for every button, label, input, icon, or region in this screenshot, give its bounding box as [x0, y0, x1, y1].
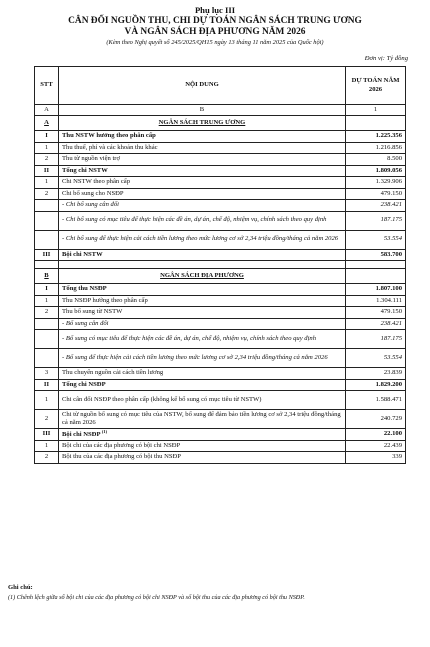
row-content — [59, 379, 346, 391]
row-content-text: Thu thuế, phí và các khoản thu khác — [62, 143, 158, 151]
section-row — [35, 269, 406, 284]
row-content — [59, 177, 346, 189]
row-stt: I — [35, 131, 59, 143]
row-value: 1.216.856 — [346, 142, 406, 154]
row-content-text: - Bổ sung để thực hiện cải cách tiền lương theo mức lương cơ sở 2,34 triệu đồng/tháng cả năm 2026 — [62, 353, 328, 361]
row-content-text: Thu bổ sung từ NSTW — [62, 308, 123, 316]
notes-heading: Ghi chú: — [8, 584, 33, 591]
row-content — [59, 410, 346, 429]
index-1: 1 — [346, 105, 406, 116]
row-stt: 2 — [35, 307, 59, 319]
table-row — [35, 429, 406, 441]
row-value: 479.150 — [346, 307, 406, 319]
section-row — [35, 116, 406, 131]
row-content — [59, 429, 346, 441]
row-content — [59, 307, 346, 319]
document-title-line-2: VÀ NGÂN SÁCH ĐỊA PHƯƠNG NĂM 2026 — [124, 27, 306, 37]
row-stt: II — [35, 379, 59, 391]
row-value: 1.829.200 — [346, 379, 406, 391]
row-stt — [35, 349, 59, 368]
row-value: 238.421 — [346, 200, 406, 212]
row-content — [59, 452, 346, 464]
row-stt: 1 — [35, 440, 59, 452]
table-row — [35, 154, 406, 166]
row-stt — [35, 200, 59, 212]
row-content-text: Thu NSĐP hưởng theo phân cấp — [62, 296, 148, 304]
row-content-text: Thu chuyển nguồn cải cách tiền lương — [62, 369, 164, 377]
table-row — [35, 307, 406, 319]
row-value: 1.329.906 — [346, 177, 406, 189]
section-stt: A — [35, 116, 59, 131]
row-value: 53.554 — [346, 349, 406, 368]
row-value: 1.807.100 — [346, 284, 406, 296]
row-content — [59, 330, 346, 349]
row-value: 22.439 — [346, 440, 406, 452]
row-value: 8.500 — [346, 154, 406, 166]
row-content-text: Tổng chi NSĐP — [62, 380, 106, 388]
section-title: NGÂN SÁCH TRUNG ƯƠNG — [59, 116, 346, 131]
row-content — [59, 440, 346, 452]
row-value: 187.175 — [346, 211, 406, 230]
row-value: 1.304.111 — [346, 295, 406, 307]
table-row — [35, 165, 406, 177]
row-content-text: Thu từ nguồn viện trợ — [62, 155, 120, 163]
row-content — [59, 142, 346, 154]
row-value: 1.225.356 — [346, 131, 406, 143]
row-stt: 2 — [35, 188, 59, 200]
row-content-text: Bội chi của các địa phương có bội chi NSĐP — [62, 441, 181, 449]
header-stt: STT — [35, 67, 59, 105]
table-row — [35, 349, 406, 368]
row-content — [59, 230, 346, 249]
row-content — [59, 349, 346, 368]
row-content — [59, 391, 346, 410]
row-content — [59, 211, 346, 230]
row-content — [59, 284, 346, 296]
row-content-text: Bội chi NSĐP — [62, 431, 101, 439]
row-stt: 1 — [35, 177, 59, 189]
row-value: 583.700 — [346, 249, 406, 261]
header-estimate: DỰ TOÁN NĂM 2026 — [346, 67, 406, 105]
table-row — [35, 295, 406, 307]
row-content — [59, 131, 346, 143]
table-row — [35, 177, 406, 189]
row-value: 23.839 — [346, 368, 406, 380]
row-stt — [35, 318, 59, 330]
row-stt: III — [35, 249, 59, 261]
unit-label: Đơn vị: Tỷ đồng — [364, 55, 408, 62]
section-title: NGÂN SÁCH ĐỊA PHƯƠNG — [59, 269, 346, 284]
row-content — [59, 154, 346, 166]
spacer-cell — [346, 261, 406, 269]
row-stt: 2 — [35, 154, 59, 166]
table-row — [35, 211, 406, 230]
row-content-text: - Chi bổ sung cân đối — [62, 201, 119, 209]
row-content — [59, 200, 346, 212]
row-content — [59, 295, 346, 307]
row-value: 1.809.056 — [346, 165, 406, 177]
table-index-row — [35, 105, 406, 116]
table-row — [35, 230, 406, 249]
spacer-cell — [35, 261, 59, 269]
row-content-text: - Bổ sung có mục tiêu để thực hiện các đề án, dự án, chế độ, nhiệm vụ, chính sách theo quy định — [62, 334, 317, 342]
table-header-row — [35, 67, 406, 105]
row-stt: 1 — [35, 142, 59, 154]
table-row — [35, 284, 406, 296]
row-value: 238.421 — [346, 318, 406, 330]
row-content-text: - Chi bổ sung có mục tiêu để thực hiện các đề án, dự án, chế độ, nhiệm vụ, chính sách theo quy định — [62, 216, 327, 224]
notes-text: (1) Chênh lệch giữa số bội chi của các địa phương có bội chi NSĐP và số bội thu của các địa phương có bội thu NSĐP. — [8, 594, 305, 601]
row-value: 187.175 — [346, 330, 406, 349]
section-value — [346, 269, 406, 284]
row-content-text: Chi NSTW theo phân cấp — [62, 178, 131, 186]
header-content: NỘI DUNG — [59, 67, 346, 105]
row-value: 53.554 — [346, 230, 406, 249]
table-row — [35, 391, 406, 410]
budget-table — [34, 66, 406, 464]
table-row — [35, 200, 406, 212]
row-content-text: Bội thu của các địa phương có bội thu NSĐP — [62, 453, 181, 461]
row-content-text: Chi bổ sung cho NSĐP — [62, 189, 124, 197]
table-row — [35, 330, 406, 349]
row-stt: 1 — [35, 295, 59, 307]
table-row — [35, 188, 406, 200]
row-stt: II — [35, 165, 59, 177]
row-stt — [35, 230, 59, 249]
table-row — [35, 410, 406, 429]
row-content-text: Tổng chi NSTW — [62, 166, 108, 174]
spacer-row — [35, 261, 406, 269]
table-row — [35, 368, 406, 380]
row-content — [59, 249, 346, 261]
row-stt — [35, 330, 59, 349]
row-content-text: Chi từ nguồn bổ sung có mục tiêu của NSTW, bổ sung để đảm bảo tiền lương cơ sở 2,34 triệu đồng/tháng cả năm 2026 — [62, 410, 341, 426]
row-stt — [35, 211, 59, 230]
table-row — [35, 249, 406, 261]
footnote-marker: (1) — [101, 429, 108, 435]
row-content — [59, 368, 346, 380]
section-stt: B — [35, 269, 59, 284]
table-row — [35, 318, 406, 330]
row-value: 1.588.471 — [346, 391, 406, 410]
table-row — [35, 142, 406, 154]
row-content-text: - Chi bổ sung để thực hiện cải cách tiền lương theo mức lương cơ sở 2,34 triệu đồng/tháng cả năm 2026 — [62, 235, 339, 243]
table-row — [35, 440, 406, 452]
document-subtitle: (Kèm theo Nghị quyết số 245/2025/QH15 ngày 13 tháng 11 năm 2025 của Quốc hội) — [106, 39, 324, 46]
index-b: B — [59, 105, 346, 116]
row-stt: 3 — [35, 368, 59, 380]
row-content-text: Bội chi NSTW — [62, 250, 103, 258]
appendix-label: Phụ lục III — [194, 5, 236, 15]
row-stt: 2 — [35, 410, 59, 429]
index-a: A — [35, 105, 59, 116]
row-content — [59, 188, 346, 200]
spacer-cell — [59, 261, 346, 269]
table-row — [35, 452, 406, 464]
table-row — [35, 379, 406, 391]
row-stt: 1 — [35, 391, 59, 410]
row-value: 339 — [346, 452, 406, 464]
row-content-text: - Bổ sung cân đối — [62, 319, 109, 327]
row-content-text: Tổng thu NSĐP — [62, 285, 107, 293]
row-content-text: Chi cân đối NSĐP theo phân cấp (không kể bổ sung có mục tiêu từ NSTW) — [62, 395, 262, 403]
row-content — [59, 165, 346, 177]
table-row — [35, 131, 406, 143]
row-value: 479.150 — [346, 188, 406, 200]
row-value: 22.100 — [346, 429, 406, 441]
row-stt: 2 — [35, 452, 59, 464]
document-title-line-1: CÂN ĐỐI NGUỒN THU, CHI DỰ TOÁN NGÂN SÁCH TRUNG ƯƠNG — [68, 16, 362, 26]
row-content — [59, 318, 346, 330]
row-content-text: Thu NSTW hưởng theo phân cấp — [62, 132, 156, 140]
row-stt: III — [35, 429, 59, 441]
section-value — [346, 116, 406, 131]
row-stt: I — [35, 284, 59, 296]
row-value: 240.729 — [346, 410, 406, 429]
